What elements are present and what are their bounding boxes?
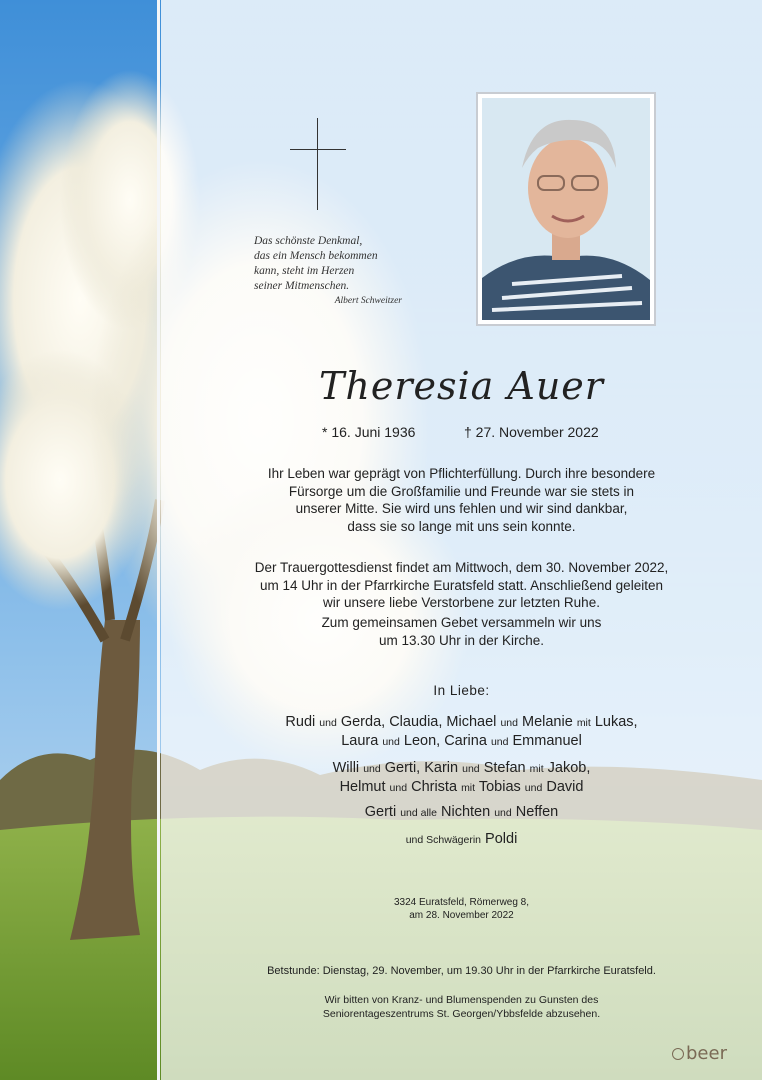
betstunde-label: Betstunde: [267, 965, 320, 977]
memorial-quote [254, 234, 424, 309]
text-line: Der Trauergottesdienst findet am Mittwoch, dem 30. November 2022, [254, 560, 669, 575]
family-line: Helmut und Christa mit Tobias und David [339, 779, 584, 795]
text-line: um 14 Uhr in der Pfarrkirche Euratsfeld statt. Anschließend geleiten [260, 577, 663, 593]
tribute-text [161, 465, 762, 535]
family-list [161, 759, 762, 797]
betstunde-text: Dienstag, 29. November, um 19.30 Uhr in der Pfarrkirche Euratsfeld. [319, 965, 656, 977]
text-line: dass sie so lange mit uns sein konnte. [347, 518, 576, 534]
divider-line [157, 0, 160, 1080]
quote-line: Das schönste Denkmal, [254, 235, 363, 247]
quote-line: das ein Mensch bekommen [254, 250, 378, 262]
text-line: Ihr Leben war geprägt von Pflichterfüllung. Durch ihre besondere [267, 466, 656, 481]
portrait-frame [476, 92, 656, 326]
cross-icon [290, 118, 346, 210]
logo-text: beer [686, 1043, 727, 1064]
logo-mark-icon [672, 1048, 684, 1060]
address [161, 896, 762, 922]
family-line: Willi und Gerti, Karin und Stefan mit Jakob, [332, 760, 591, 776]
family-line: Laura und Leon, Carina und Emmanuel [341, 733, 582, 749]
donation-notice [161, 993, 762, 1021]
in-love-heading: In Liebe: [433, 683, 490, 698]
text-line: Wir bitten von Kranz- und Blumenspenden zu Gunsten des [324, 994, 599, 1006]
family-list [161, 713, 762, 751]
prayer-text [161, 614, 762, 649]
address-line: am 28. November 2022 [409, 910, 514, 921]
text-line: wir unsere liebe Verstorbene zur letzten Ruhe. [323, 595, 600, 610]
quote-line: seiner Mitmenschen. [254, 280, 350, 292]
death-date: † 27. November 2022 [464, 424, 599, 440]
text-line: unserer Mitte. Sie wird uns fehlen und wir sind dankbar, [295, 501, 628, 516]
deceased-name: Theresia Auer [319, 364, 604, 408]
text-line: Seniorentageszentrums St. Georgen/Ybbsfelde abzusehen. [322, 1008, 601, 1020]
family-line: und Schwägerin Poldi [405, 831, 518, 847]
birth-date: * 16. Juni 1936 [322, 424, 416, 440]
text-line: um 13.30 Uhr in der Kirche. [378, 632, 545, 648]
quote-line: kann, steht im Herzen [254, 265, 355, 277]
family-line: Gerti und alle Nichten und Neffen [364, 804, 559, 820]
family-line: Rudi und Gerda, Claudia, Michael und Melanie mit Lukas, [285, 714, 638, 730]
quote-author: Albert Schweitzer [334, 296, 402, 306]
address-line: 3324 Euratsfeld, Römerweg 8, [393, 897, 530, 908]
text-line: Fürsorge um die Großfamilie und Freunde war sie stets in [288, 483, 635, 499]
portrait-photo [482, 98, 650, 320]
service-text [161, 559, 762, 612]
beer-logo [672, 1043, 727, 1064]
text-line: Zum gemeinsamen Gebet versammeln wir uns [321, 615, 602, 630]
betstunde-notice [161, 964, 762, 978]
